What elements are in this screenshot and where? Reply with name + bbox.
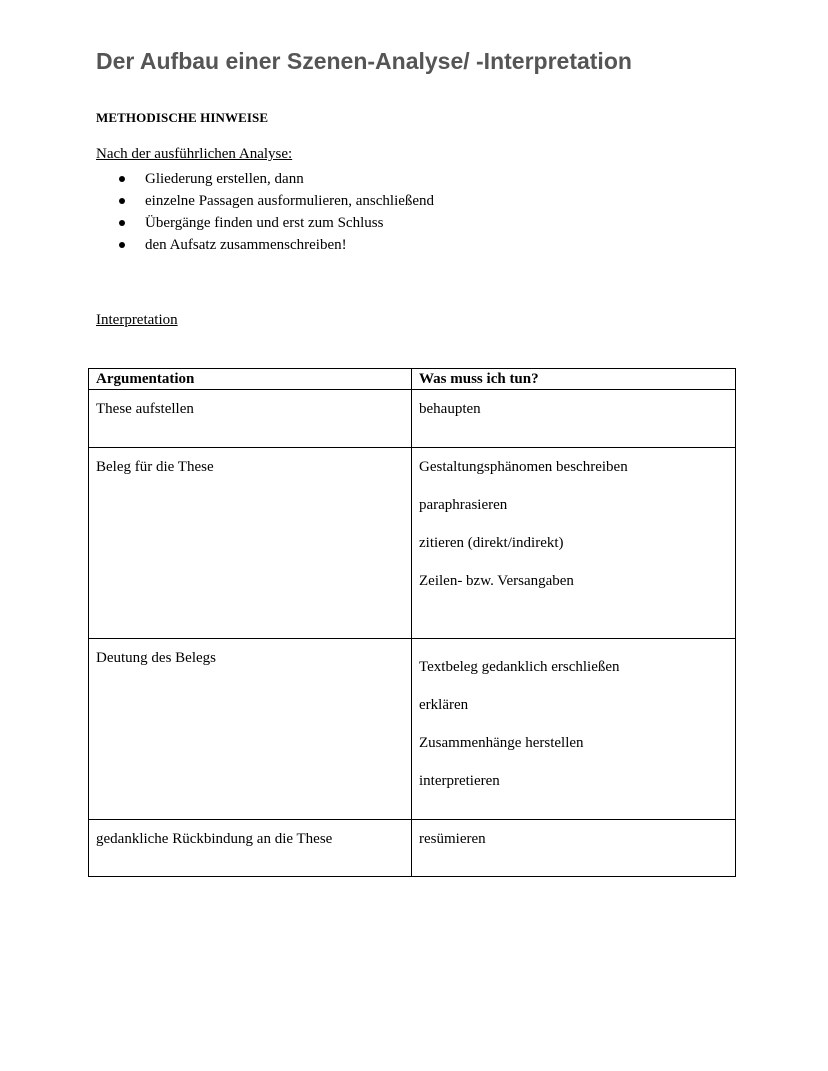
list-item-text: Gliederung erstellen, dann (145, 171, 304, 187)
table-cell (412, 390, 736, 448)
cell-text: Textbeleg gedanklich erschließen (419, 659, 620, 675)
list-item (96, 234, 434, 256)
cell-text: erklären (419, 697, 469, 713)
column-header-argumentation: Argumentation (89, 369, 412, 390)
cell-text: behaupten (419, 401, 481, 417)
cell-text: gedankliche Rückbindung an die These (96, 831, 333, 847)
interpretation-table (88, 368, 736, 877)
bullet-icon (119, 220, 125, 226)
cell-text: Deutung des Belegs (96, 650, 216, 666)
bullet-icon (119, 176, 125, 182)
table-cell (89, 820, 412, 877)
table-cell (412, 639, 736, 820)
bullet-icon (119, 242, 125, 248)
table-cell (89, 639, 412, 820)
table-cell (412, 820, 736, 877)
cell-text: paraphrasieren (419, 497, 508, 513)
list-item (96, 190, 434, 212)
cell-text: interpretieren (419, 773, 500, 789)
list-item-text: einzelne Passagen ausformulieren, anschließend (145, 193, 435, 209)
list-item-text: Übergänge finden und erst zum Schluss (145, 215, 384, 231)
cell-text: Zusammenhänge herstellen (419, 735, 584, 751)
table-cell (412, 448, 736, 639)
document-title: Der Aufbau einer Szenen-Analyse/ -Interpretation (96, 48, 632, 74)
table-row (89, 639, 736, 820)
table-row (89, 390, 736, 448)
cell-text: Gestaltungsphänomen beschreiben (419, 459, 628, 475)
interpretation-heading: Interpretation (96, 312, 178, 328)
bullet-list (96, 168, 434, 256)
cell-text: Zeilen- bzw. Versangaben (419, 573, 574, 589)
cell-text: resümieren (419, 831, 486, 847)
cell-text: zitieren (direkt/indirekt) (419, 535, 564, 551)
table-row (89, 448, 736, 639)
table-header-row (89, 369, 736, 390)
table-cell (89, 448, 412, 639)
list-item-text: den Aufsatz zusammenschreiben! (145, 237, 347, 253)
cell-text: Beleg für die These (96, 459, 214, 475)
intro-text: Nach der ausführlichen Analyse: (96, 146, 293, 162)
bullet-icon (119, 198, 125, 204)
section-heading: METHODISCHE HINWEISE (96, 110, 269, 125)
table-row (89, 820, 736, 877)
list-item (96, 168, 434, 190)
table-cell (89, 390, 412, 448)
list-item (96, 212, 434, 234)
column-header-tasks: Was muss ich tun? (412, 369, 736, 390)
cell-text: These aufstellen (96, 401, 194, 417)
